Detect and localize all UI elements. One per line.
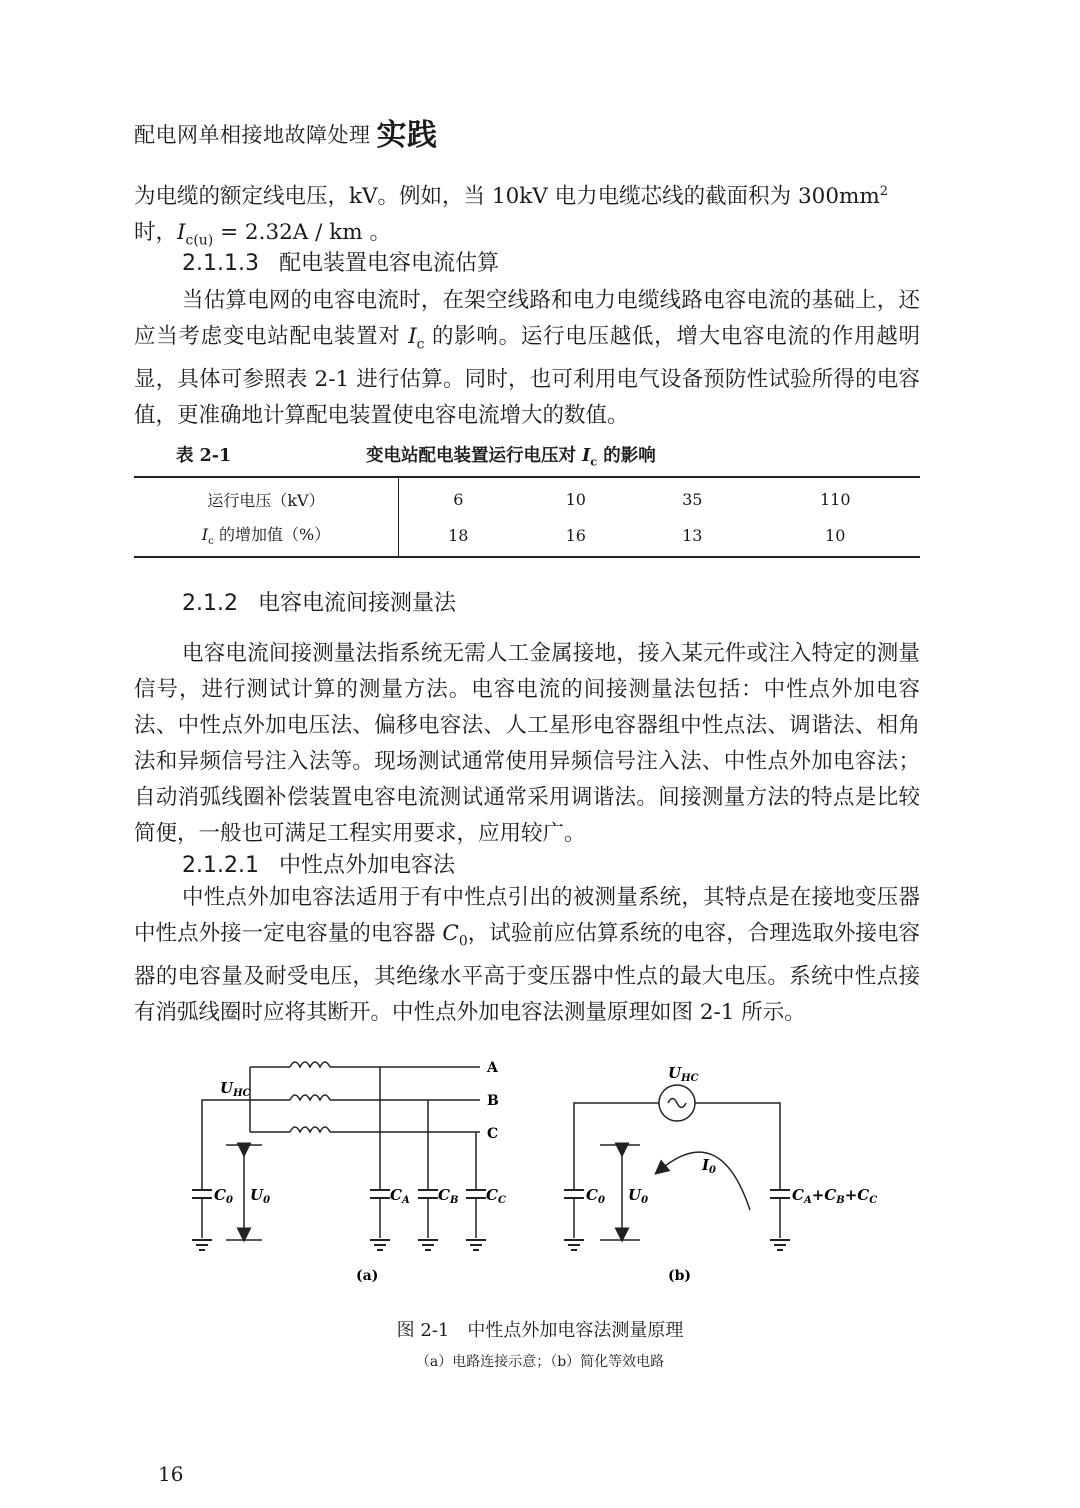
label-csum: $C_A+C_B+C_C$ — [792, 1186, 878, 1206]
table-cell: 35 — [634, 477, 750, 517]
capacitor-c0 — [192, 1190, 212, 1198]
label-u0-a: $U_0$ — [250, 1186, 271, 1206]
label-cc: $C_C$ — [486, 1186, 506, 1206]
figure-circuit — [0, 1050, 1080, 1300]
table-cell: 110 — [750, 477, 920, 517]
label-ca: $C_A$ — [390, 1186, 410, 1206]
table-cell: 16 — [518, 517, 634, 557]
table-cell: 10 — [518, 477, 634, 517]
section-heading-212 — [182, 586, 456, 617]
table-row — [134, 477, 920, 517]
intro-line-1: 为电缆的额定线电压，kV。例如，当 10kV 电力电缆芯线的截面积为 $300mm^2$ — [134, 184, 889, 210]
label-uhc-b: $U_{HC}$ — [668, 1064, 699, 1084]
label-i0: $I_0$ — [702, 1156, 716, 1176]
phase-label-c: C — [487, 1126, 499, 1142]
ground-icon — [418, 1240, 438, 1250]
table-label: 表 2-1 — [176, 446, 232, 466]
paragraph-212: 电容电流间接测量法指系统无需人工金属接地，接入某元件或注入特定的测量信号，进行测试计算的测量方法。电容电流的间接测量法包括：中性点外加电容法、中性点外加电压法、偏移电容法、人工星形电容器组中性点法、调谐法、相角法和异频信号注入法等。现场测试通常使用异频信号注入法、中性点外加电容法；自动消弧线圈补偿装置电容电流测试通常采用调谐法。间接测量方法的特点是比较简便，一般也可满足工程实用要求，应用较广。 — [134, 641, 920, 846]
section-number: 2.1.2 — [182, 591, 238, 616]
phase-label-a: A — [487, 1060, 498, 1076]
label-u0-b: $U_0$ — [628, 1186, 649, 1206]
table-cell: 10 — [750, 517, 920, 557]
table-row-header: $I_c$ 的增加值（%） — [134, 517, 399, 557]
paragraph-2121: 中性点外加电容法适用于有中性点引出的被测量系统，其特点是在接地变压器中性点外接一定电容量的电容器 $C_0$，试验前应估算系统的电容，合理选取外接电容器的电容量及耐受电压，其绝缘水平高于变压器中性点的最大电压。系统中性点接有消弧线圈时应将其断开。中性点外加电容法测量原理如图 2-1 所示。 — [134, 885, 920, 1026]
voltage-effect-table — [134, 476, 920, 558]
table-row — [134, 517, 920, 557]
section-title: 中性点外加电容法 — [278, 853, 455, 878]
capacitor-csum — [770, 1190, 790, 1198]
figure-caption: 图 2-1 中性点外加电容法测量原理 — [396, 1320, 684, 1341]
page-number: 16 — [158, 1462, 184, 1486]
table-cell: 18 — [399, 517, 518, 557]
section-title: 配电装置电容电流估算 — [278, 251, 499, 276]
diagram-b — [574, 1085, 780, 1240]
figure-subcaption: （a）电路连接示意；（b）简化等效电路 — [415, 1354, 665, 1370]
header-title-emphasis: 实践 — [376, 118, 438, 153]
section-number: 2.1.1.3 — [182, 251, 259, 276]
table-cell: 6 — [399, 477, 518, 517]
phase-label-b: B — [487, 1093, 499, 1109]
section-heading-2121 — [182, 848, 455, 879]
label-uhc-a: $U_{HC}$ — [220, 1079, 251, 1099]
ground-icon — [192, 1240, 212, 1250]
capacitor-cc — [466, 1190, 486, 1198]
section-heading-2113 — [182, 246, 499, 277]
header-title: 配电网单相接地故障处理 — [134, 123, 371, 147]
label-c0-b: $C_0$ — [586, 1186, 605, 1206]
label-cb: $C_B$ — [438, 1186, 459, 1206]
caption-a: (a) — [356, 1268, 379, 1284]
intro-line-2: 时，$I_{c(u)} = 2.32A$ / km 。 — [134, 220, 391, 249]
paragraph-2113: 当估算电网的电容电流时，在架空线路和电力电缆线路电容电流的基础上，还应当考虑变电站配电装置对 $I_c$ 的影响。运行电压越低，增大电容电流的作用越明显，具体可参照表 2-1 进行估算。同时，也可利用电气设备预防性试验所得的电容值，更准确地计算配电装置使电容电流增大的数值。 — [134, 288, 920, 429]
ground-icon — [466, 1240, 486, 1250]
section-number: 2.1.2.1 — [182, 853, 259, 878]
table-row-header: 运行电压（kV） — [134, 477, 399, 517]
capacitor-cb — [418, 1190, 438, 1198]
ground-icon — [370, 1240, 390, 1250]
section-title: 电容电流间接测量法 — [257, 591, 456, 616]
caption-b: (b) — [668, 1268, 692, 1284]
running-header — [134, 110, 438, 154]
ground-icon — [770, 1240, 790, 1250]
table-cell: 13 — [634, 517, 750, 557]
table-title: 变电站配电装置运行电压对 $I_c$ 的影响 — [366, 446, 656, 469]
capacitor-c0-b — [564, 1190, 584, 1198]
label-c0-a: $C_0$ — [214, 1186, 233, 1206]
capacitor-ca — [370, 1190, 390, 1198]
ground-icon — [564, 1240, 584, 1250]
